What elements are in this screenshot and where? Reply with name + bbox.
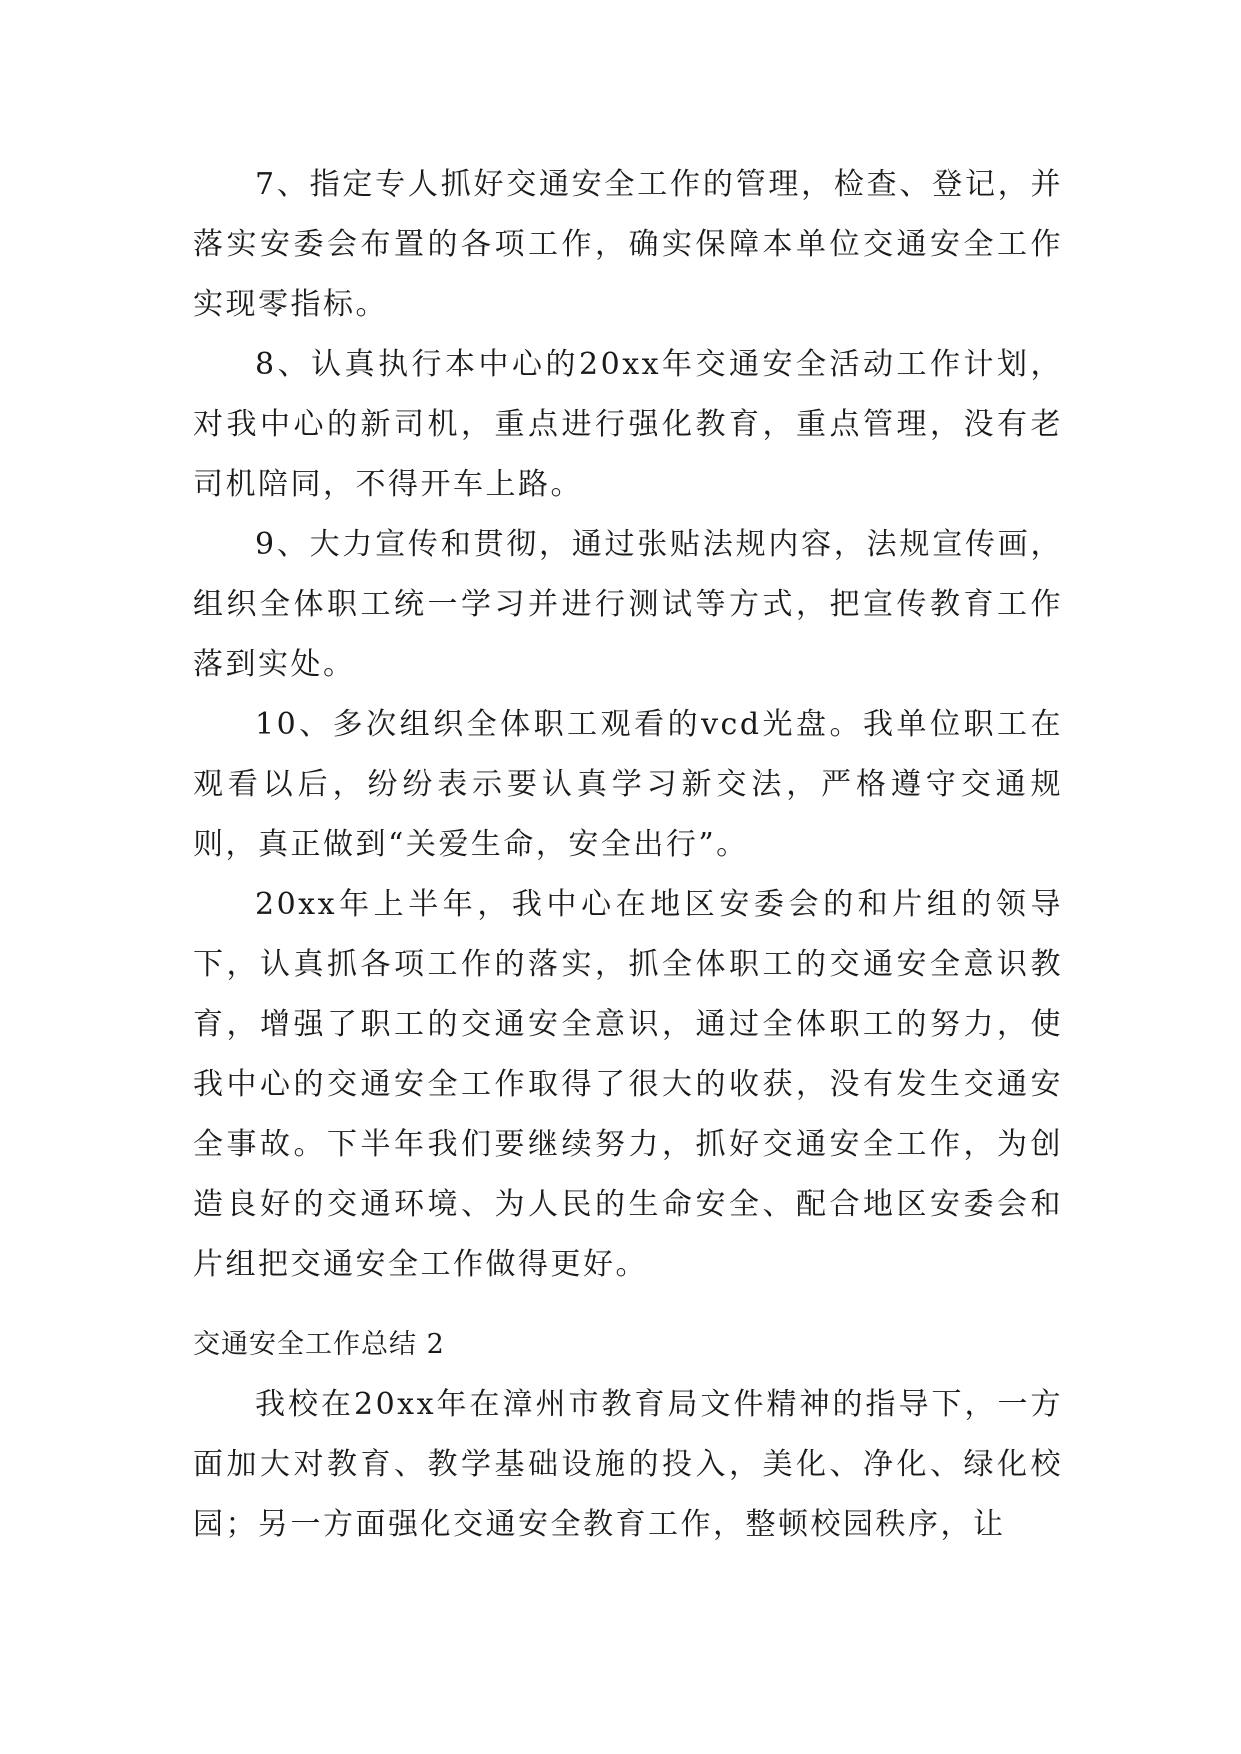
paragraph-summary: 20xx年上半年，我中心在地区安委会的和片组的领导下，认真抓各项工作的落实，抓全体职工的交通安全意识教育，增强了职工的交通安全意识，通过全体职工的努力，使我中心的交通安全工作取得了很大的收获，没有发生交通安全事故。下半年我们要继续努力，抓好交通安全工作，为创造良好的交通环境、为人民的生命安全、配合地区安委会和片组把交通安全工作做得更好。 — [193, 887, 1063, 1282]
paragraph-item-7: 7、指定专人抓好交通安全工作的管理，检查、登记，并落实安委会布置的各项工作，确实保障本单位交通安全工作实现零指标。 — [193, 167, 1063, 322]
section-heading-wrapper — [193, 1315, 1063, 1375]
paragraph-item-8: 8、认真执行本中心的20xx年交通安全活动工作计划，对我中心的新司机，重点进行强化教育，重点管理，没有老司机陪同，不得开车上路。 — [193, 347, 1063, 502]
section-heading: 交通安全工作总结 2 — [193, 1329, 445, 1360]
paragraph-item-10: 10、多次组织全体职工观看的vcd光盘。我单位职工在观看以后，纷纷表示要认真学习新交法，严格遵守交通规则，真正做到“关爱生命，安全出行”。 — [193, 707, 1063, 862]
document-body — [193, 155, 1063, 1555]
paragraph-item-9: 9、大力宣传和贯彻，通过张贴法规内容，法规宣传画，组织全体职工统一学习并进行测试等方式，把宣传教育工作落到实处。 — [193, 527, 1063, 682]
paragraph-section2-intro: 我校在20xx年在漳州市教育局文件精神的指导下，一方面加大对教育、教学基础设施的投入，美化、净化、绿化校园；另一方面强化交通安全教育工作，整顿校园秩序，让 — [193, 1387, 1063, 1542]
